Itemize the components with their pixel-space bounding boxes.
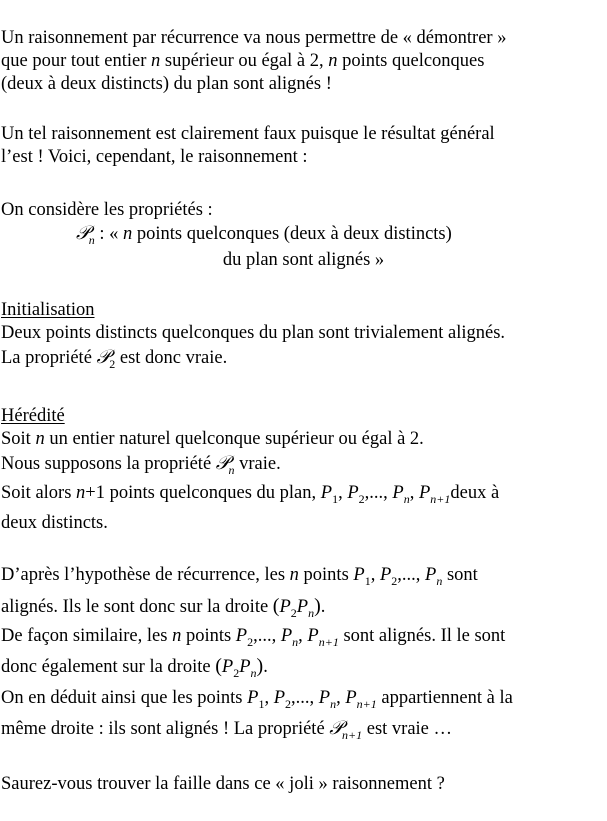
math-sep: , (264, 688, 274, 708)
math-sep: ,..., (253, 626, 281, 646)
math-sub: 2 (247, 635, 254, 649)
var-n: n (122, 224, 133, 244)
property-symbol: 𝒫 (329, 717, 342, 739)
argument-line-2 (1, 595, 325, 625)
remark-line-2: l’est ! Voici, cependant, le raisonnement : (1, 147, 308, 167)
math-sub: 1 (332, 492, 339, 506)
property-definition-line-2: du plan sont alignés » (222, 250, 385, 270)
math-sep: ,..., (364, 483, 393, 503)
math-P: P (307, 626, 319, 646)
math-P: P (280, 626, 293, 646)
math-P: P (353, 565, 365, 585)
math-sep: , (338, 483, 348, 503)
math-paren: ( (215, 655, 222, 677)
math-paren: ) (256, 655, 264, 677)
math-sub: n (250, 666, 257, 680)
math-P: P (296, 597, 309, 617)
math-sub: 2 (358, 492, 365, 506)
text: sont (442, 565, 478, 585)
math-P: P (221, 657, 234, 677)
text: Nous supposons la propriété (1, 454, 216, 474)
math-sep: ,..., (397, 565, 426, 585)
text: Soit alors (1, 483, 77, 503)
text: . (263, 657, 268, 677)
text: supérieur ou égal à 2, (160, 51, 329, 71)
initialisation-line-1: Deux points distincts quelconques du plan sont trivialement alignés. (1, 323, 506, 343)
text: même droite : ils sont alignés ! La propriété (1, 719, 330, 739)
text: points quelconques du plan, (104, 483, 321, 503)
heading-text: Hérédité (1, 406, 65, 426)
math-sep: , (298, 626, 308, 646)
text: Soit (1, 429, 36, 449)
properties-intro: On considère les propriétés : (1, 200, 213, 220)
argument-line-4 (1, 655, 268, 685)
property-symbol: 𝒫 (215, 452, 229, 474)
text: un entier naturel quelconque supérieur ou égal à 2. (44, 429, 424, 449)
math-sep: , (370, 565, 380, 585)
math-P: P (273, 688, 285, 708)
property-symbol-sub: 2 (109, 357, 116, 371)
math-paren: ( (272, 595, 280, 617)
heredite-line-2 (1, 452, 281, 482)
text: alignés. Ils le sont donc sur la droite (1, 597, 273, 617)
math-sub: 1 (364, 574, 371, 588)
heading-text: Initialisation (1, 300, 95, 320)
heredite-line-4: deux distincts. (1, 513, 108, 533)
math-P: P (318, 688, 331, 708)
text: est vraie … (362, 719, 453, 739)
argument-line-5 (1, 687, 513, 716)
text: La propriété (1, 348, 97, 368)
math-sub: n (330, 697, 337, 711)
math-sub: n (436, 574, 443, 588)
var-n: n (151, 51, 161, 71)
var-n: n (35, 429, 45, 449)
math-P: P (345, 688, 357, 708)
math-P: P (418, 483, 431, 503)
var-n: n (289, 565, 299, 585)
text: : « (94, 224, 123, 244)
text: points (181, 626, 236, 646)
math-sep: , (409, 483, 419, 503)
argument-line-6 (1, 717, 452, 747)
math-P: P (320, 483, 333, 503)
argument-line-3 (1, 625, 505, 654)
math-sub: n (308, 606, 315, 620)
property-symbol-sub: n (228, 463, 235, 477)
math-sub: n+1 (430, 492, 451, 506)
math-sub: 2 (233, 666, 240, 680)
argument-line-1 (1, 564, 478, 593)
math-P: P (279, 597, 291, 617)
text: points (298, 565, 354, 585)
math-sub: n (292, 635, 299, 649)
math-sub: 2 (290, 606, 297, 620)
text: que pour tout entier (1, 51, 152, 71)
closing-question: Saurez-vous trouver la faille dans ce « joli » raisonnement ? (1, 774, 445, 794)
math-sep: , (336, 688, 346, 708)
math-expr: +1 (85, 483, 105, 503)
text: donc également sur la droite (1, 657, 216, 677)
math-sub: n (403, 492, 410, 506)
math-sub: 1 (258, 697, 265, 711)
math-sep: ,..., (291, 688, 319, 708)
text: points quelconques (deux à deux distincts) (132, 224, 452, 244)
remark-line-1: Un tel raisonnement est clairement faux puisque le résultat général (1, 124, 495, 144)
math-P: P (347, 483, 359, 503)
text: points quelconques (337, 51, 485, 71)
text: deux à (450, 483, 500, 503)
property-symbol-sub: n+1 (342, 728, 363, 742)
text: . (320, 597, 326, 617)
math-P: P (379, 565, 392, 585)
intro-line-1: Un raisonnement par récurrence va nous permettre de « démontrer » (1, 28, 507, 48)
text: vraie. (234, 454, 281, 474)
math-P: P (425, 565, 437, 585)
intro-line-3: (deux à deux distincts) du plan sont alignés ! (1, 74, 332, 94)
var-n: n (76, 483, 86, 503)
heredite-line-3 (1, 482, 499, 511)
math-sub: 2 (285, 697, 291, 711)
math-P: P (392, 483, 404, 503)
var-n: n (328, 51, 338, 71)
math-paren: ) (314, 595, 321, 617)
property-symbol-sub: n (88, 233, 95, 247)
property-symbol: 𝒫 (96, 346, 110, 368)
math-sub: n+1 (318, 635, 339, 649)
intro-line-2 (1, 50, 484, 73)
text: appartiennent à la (376, 688, 513, 708)
math-P: P (239, 657, 251, 677)
initialisation-line-2 (1, 346, 227, 376)
heredite-heading (1, 405, 65, 428)
text: est donc vraie. (115, 348, 228, 368)
math-sub: 2 (391, 574, 398, 588)
initialisation-heading (1, 299, 95, 322)
text: sont alignés. Il le sont (338, 626, 506, 646)
heredite-line-1 (1, 428, 424, 451)
property-definition-line-1 (76, 222, 452, 252)
math-P: P (235, 626, 248, 646)
text: D’après l’hypothèse de récurrence, les (1, 565, 290, 585)
math-P: P (247, 688, 259, 708)
math-sub: n+1 (356, 697, 377, 711)
text: De façon similaire, les (1, 626, 173, 646)
property-symbol: 𝒫 (76, 222, 89, 244)
text: On en déduit ainsi que les points (1, 688, 248, 708)
var-n: n (172, 626, 182, 646)
